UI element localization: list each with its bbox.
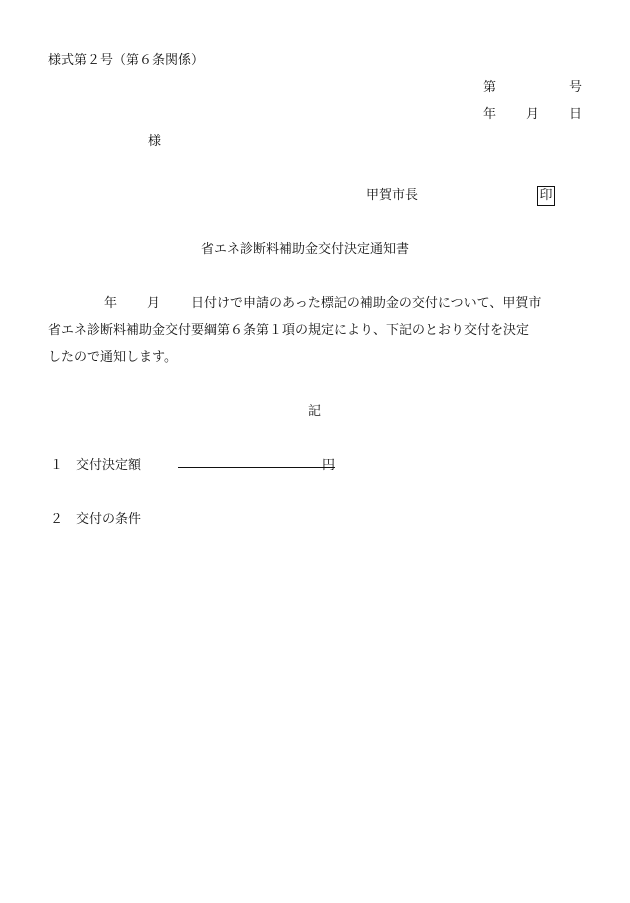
- doc-number-prefix: 第: [483, 80, 497, 95]
- item-2-label: 交付の条件: [76, 512, 142, 527]
- form-label: 様式第２号（第６条関係）: [48, 53, 205, 68]
- date-year: 年: [483, 107, 497, 122]
- item-2-number: ２: [50, 512, 64, 527]
- body-line-1-text: 日付けで申請のあった標記の補助金の交付について、甲賀市: [191, 296, 542, 311]
- body-line-2: 省エネ診断料補助金交付要綱第６条第１項の規定により、下記のとおり交付を決定: [48, 323, 530, 338]
- body-date-month: 月: [147, 296, 161, 311]
- item-1-number: １: [50, 458, 64, 473]
- body-date-year: 年: [104, 296, 118, 311]
- document-title: 省エネ診断料補助金交付決定通知書: [201, 242, 410, 257]
- body-line-3: したので通知します。: [48, 350, 177, 365]
- item-1-label: 交付決定額: [76, 458, 142, 473]
- date-month: 月: [526, 107, 540, 122]
- date-day: 日: [569, 107, 583, 122]
- amount-field[interactable]: [178, 467, 335, 468]
- item-1-unit: 円: [322, 458, 336, 473]
- doc-number-suffix: 号: [569, 80, 583, 95]
- issuer: 甲賀市長: [366, 188, 419, 203]
- ki-heading: 記: [308, 404, 322, 419]
- seal-stamp: 印: [537, 186, 555, 206]
- addressee-suffix: 様: [148, 134, 162, 149]
